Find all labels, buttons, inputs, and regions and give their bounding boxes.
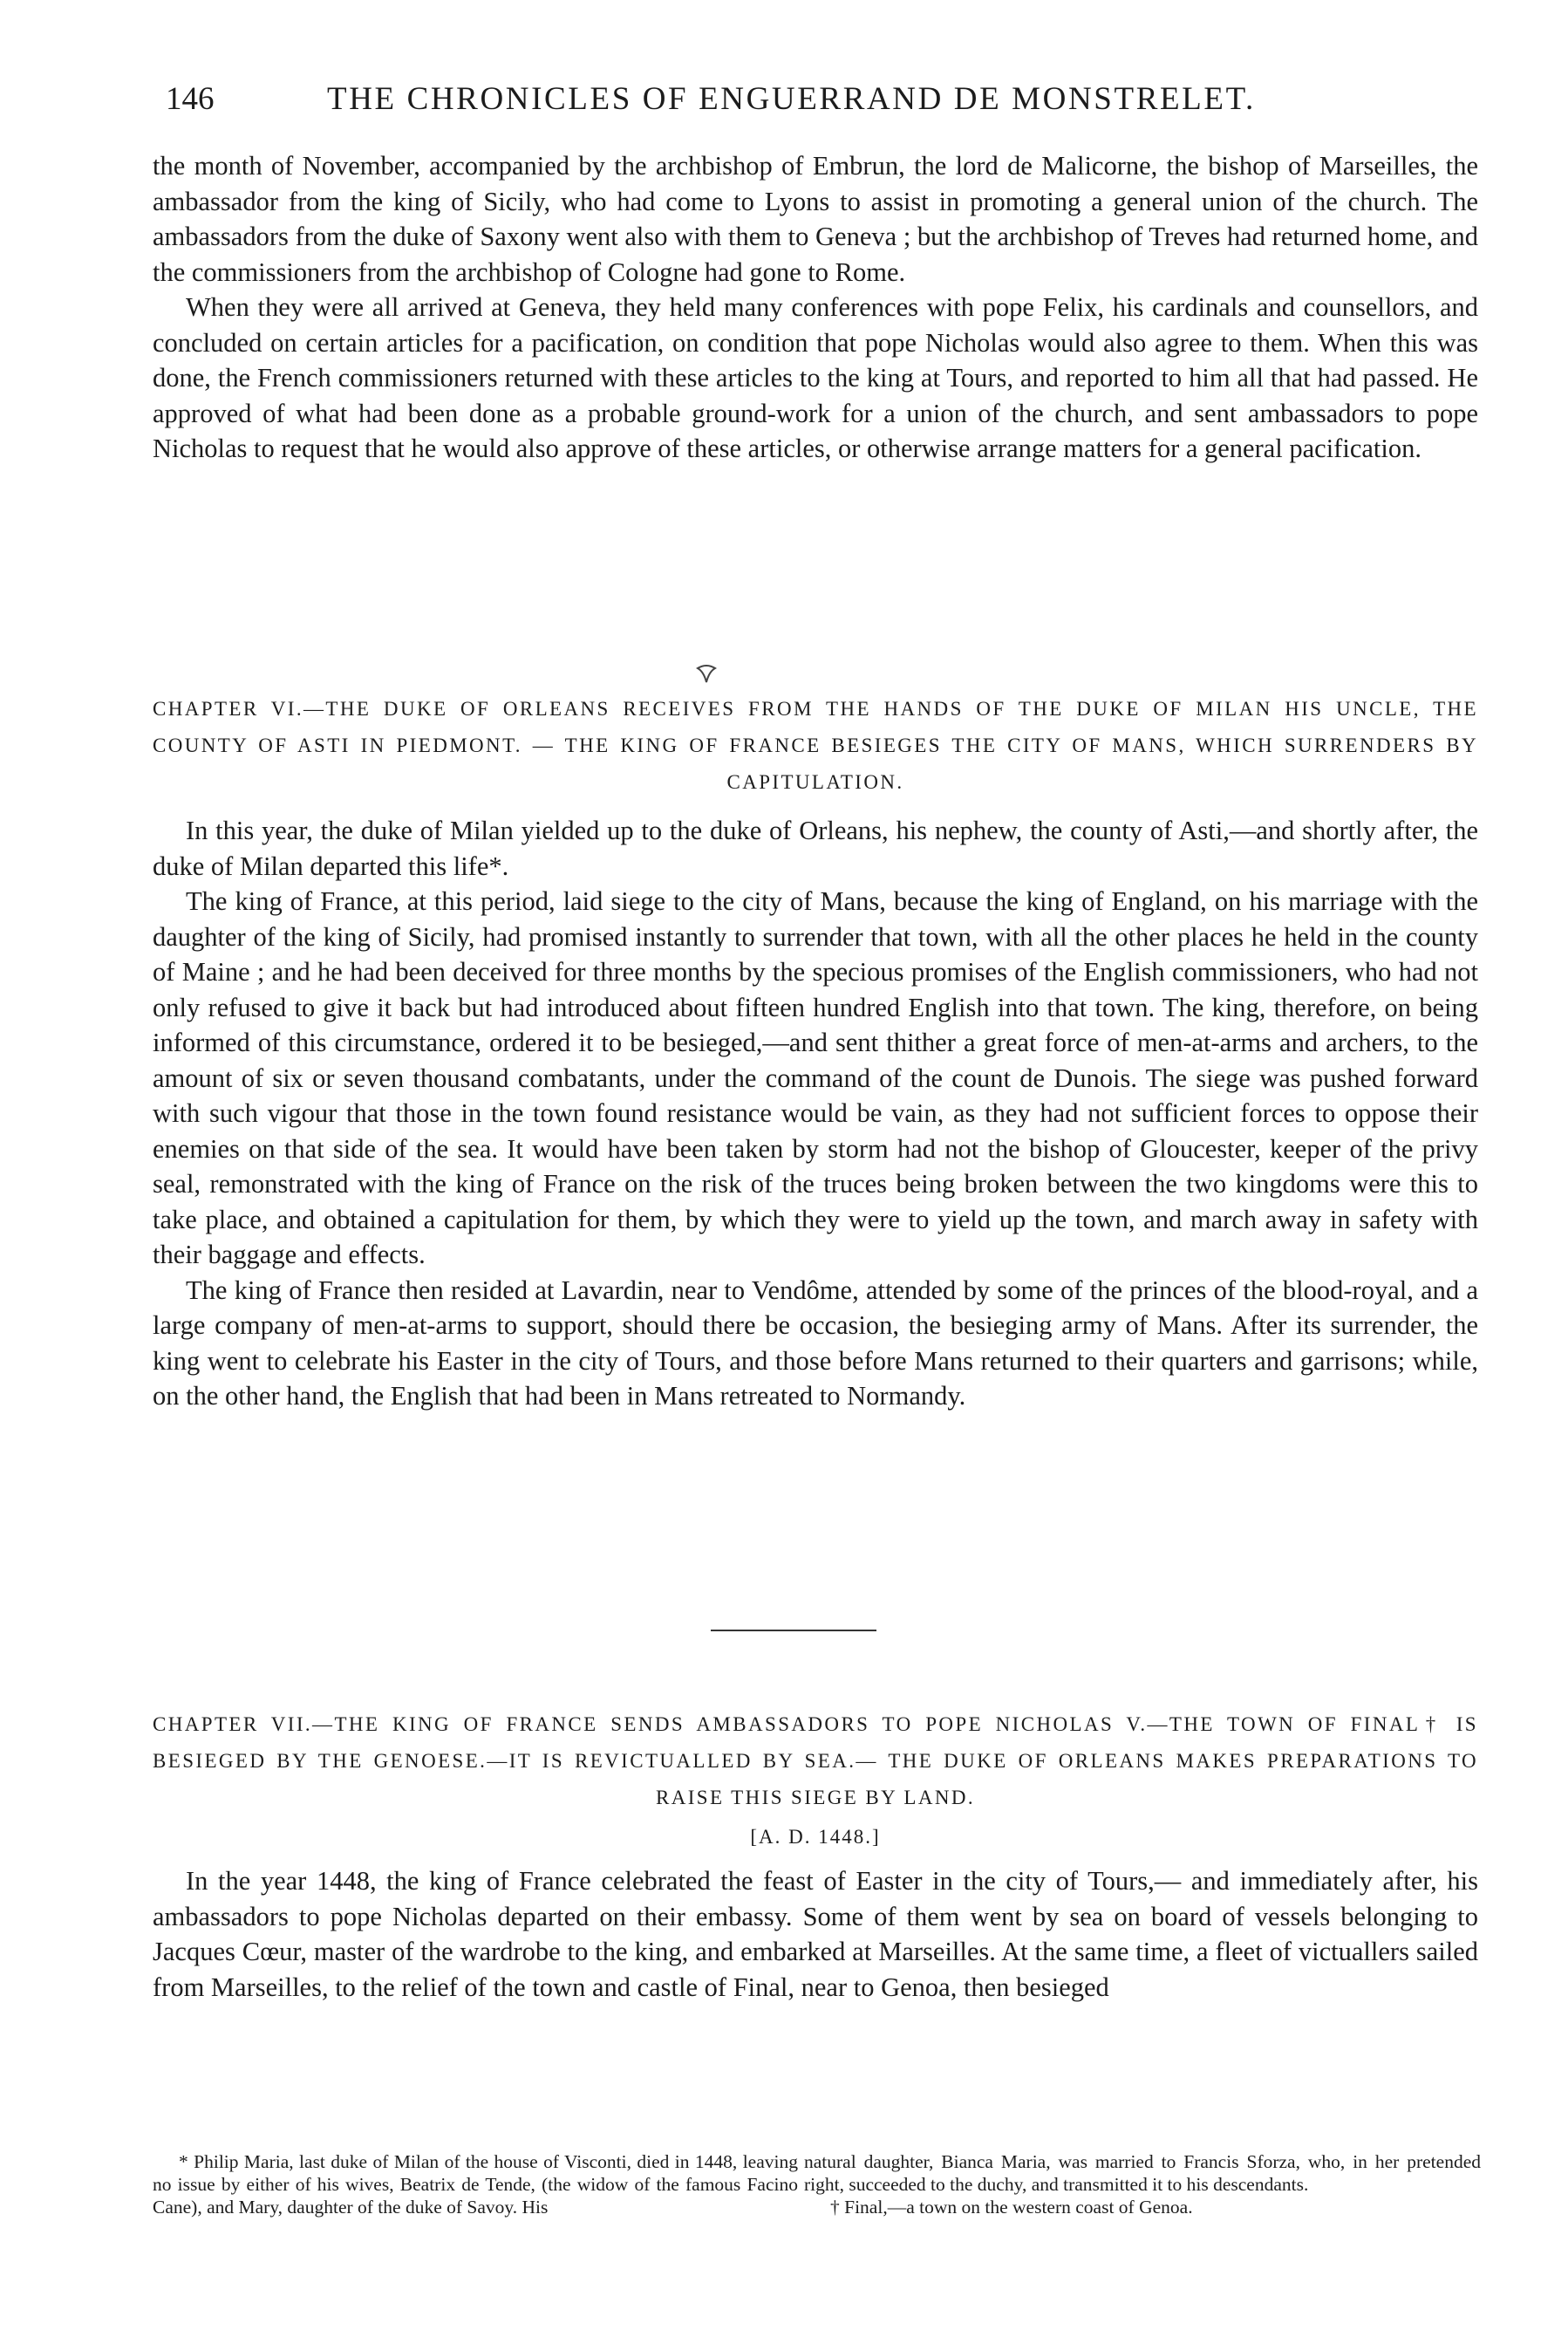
chapter-6-heading: CHAPTER VI.—THE DUKE OF ORLEANS RECEIVES FROM THE HANDS OF THE DUKE OF MILAN HIS UNCLE, THE COUNTY OF ASTI IN PIEDMONT. — THE KING OF FRANCE BESIEGES THE CITY OF MANS, WHICH SURRENDERS BY CAPITULATION.: [153, 698, 1478, 793]
running-head: [166, 80, 1483, 119]
chapter-6-text: [153, 813, 1478, 1414]
footnote-left-column: [153, 2150, 798, 2218]
running-title: THE CHRONICLES OF ENGUERRAND DE MONSTRELET.: [327, 81, 1256, 117]
footnote-text: natural daughter, Bianca Maria, was married to Francis Sforza, who, in her pretended right, succeeded to the duchy, and transmitted it to his descendants.: [804, 2151, 1481, 2195]
chapter-7-heading: CHAPTER VII.—THE KING OF FRANCE SENDS AMBASSADORS TO POPE NICHOLAS V.—THE TOWN OF FINAL† IS BESIEGED BY THE GENOESE.—IT IS REVICTUALLED BY SEA.— THE DUKE OF ORLEANS MAKES PREPARATIONS TO RAISE THIS SIEGE BY LAND.: [153, 1713, 1478, 1808]
ornament-icon: [693, 661, 719, 687]
footnote-right-column: [804, 2150, 1481, 2218]
intro-text: [153, 148, 1478, 467]
section-divider: [711, 1630, 876, 1631]
paragraph: The king of France, at this period, laid siege to the city of Mans, because the king of England, on his marriage with the daughter of the king of Sicily, had promised instantly to surrender that town, with all the other places he held in the county of Maine ; and he had been deceived for three months by the specious promises of the English commissioners, who had not only refused to give it back but had introduced about fifteen hundred English into that town. The king, therefore, on being informed of this circumstance, ordered it to be besieged,—and sent thither a great force of men-at-arms and archers, to the amount of six or seven thousand combatants, under the command of the count de Dunois. The siege was pushed forward with such vigour that those in the town found resistance would be vain, as they had not sufficient forces to oppose their enemies on that side of the sea. It would have been taken by storm had not the bishop of Gloucester, keeper of the privy seal, remonstrated with the king of France on the risk of the truces being broken between the two kingdoms were this to take place, and obtained a capitulation for them, by which they were to yield up the town, and march away in safety with their baggage and effects.: [153, 886, 1478, 1269]
chapter-7-date: [A. D. 1448.]: [750, 1826, 881, 1848]
footnote-text: † Final,—a town on the western coast of Genoa.: [830, 2197, 1193, 2218]
paragraph: In this year, the duke of Milan yielded up to the duke of Orleans, his nephew, the county of Asti,—and shortly after, the duke of Milan departed this life*.: [153, 816, 1478, 881]
paragraph: the month of November, accompanied by the archbishop of Embrun, the lord de Malicorne, the bishop of Marseilles, the ambassador from the king of Sicily, who had come to Lyons to assist in promoting a general union of the church. The ambassadors from the duke of Saxony went also with them to Geneva ; but the archbishop of Treves had returned home, and the commissioners from the archbishop of Cologne had gone to Rome.: [153, 151, 1478, 287]
paragraph: The king of France then resided at Lavardin, near to Vendôme, attended by some of the princes of the blood-royal, and a large company of men-at-arms to support, should there be occasion, the besieging army of Mans. After its surrender, the king went to celebrate his Easter in the city of Tours, and those before Mans returned to their quarters and garrisons; while, on the other hand, the English that had been in Mans retreated to Normandy.: [153, 1275, 1478, 1411]
paragraph: When they were all arrived at Geneva, they held many conferences with pope Felix, his cardinals and counsellors, and concluded on certain articles for a pacification, on condition that pope Nicholas would also agree to them. When this was done, the French commissioners returned with these articles to the king at Tours, and reported to him all that had passed. He approved of what had been done as a probable ground-work for a union of the church, and sent ambassadors to pope Nicholas to request that he would also approve of these articles, or otherwise arrange matters for a general pacification.: [153, 292, 1478, 463]
chapter-7-text: [153, 1863, 1478, 2005]
paragraph: In the year 1448, the king of France celebrated the feast of Easter in the city of Tours,— and immediately after, his ambassadors to pope Nicholas departed on their embassy. Some of them went by sea on board of vessels belonging to Jacques Cœur, master of the wardrobe to the king, and embarked at Marseilles. At the same time, a fleet of victuallers sailed from Marseilles, to the relief of the town and castle of Final, near to Genoa, then besieged: [153, 1866, 1478, 2002]
page-number: 146: [166, 81, 215, 117]
footnote-text: * Philip Maria, last duke of Milan of the house of Visconti, died in 1448, leaving no issue by either of his wives, Beatrix de Tende, (the widow of the famous Facino Cane), and Mary, daughter of the duke of Savoy. His: [153, 2151, 798, 2218]
